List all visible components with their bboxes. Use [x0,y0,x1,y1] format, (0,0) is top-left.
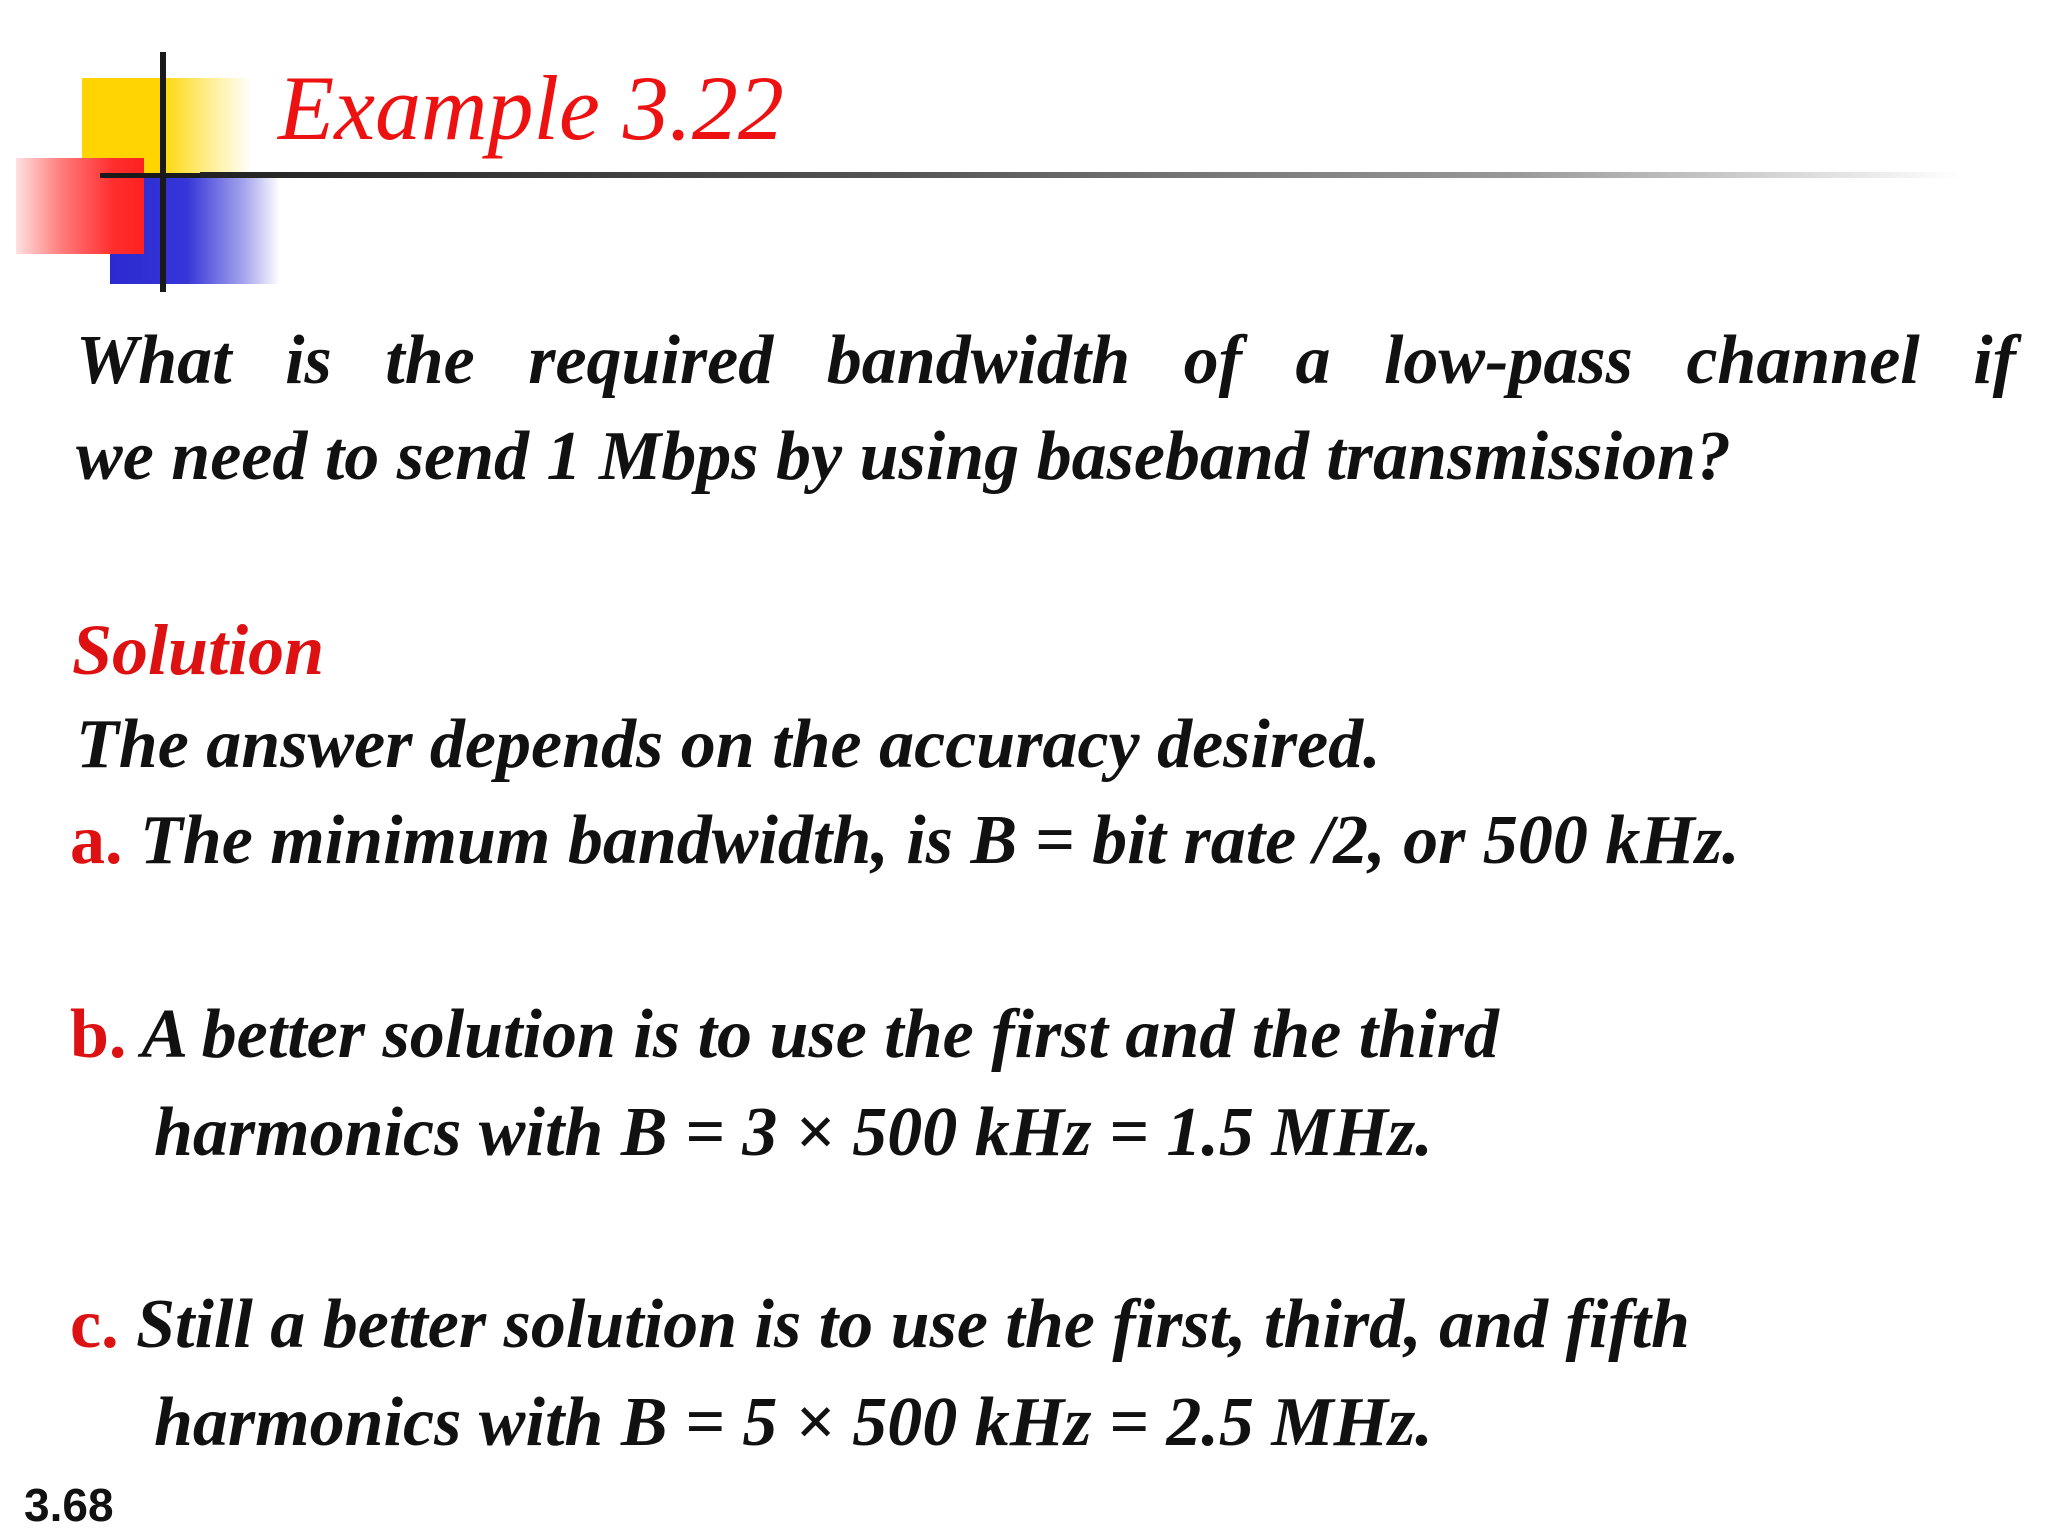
item-marker-a: a. [70,802,123,879]
short-horizontal-line-decoration [100,173,210,178]
slide-logo-decoration [0,0,300,300]
list-item-b [70,996,1499,1073]
title-underline [200,172,1960,178]
item-marker-c: c. [70,1286,119,1363]
item-c-text-line-1: Still a better solution is to use the first, third, and fifth [136,1286,1690,1363]
item-b-text-line-1: A better solution is to use the first and the third [141,996,1499,1073]
item-marker-b: b. [70,996,127,1073]
slide-title: Example 3.22 [278,57,784,159]
item-a-text: The minimum bandwidth, is B = bit rate /2, or 500 kHz. [140,802,1740,879]
solution-heading: Solution [72,610,325,690]
page-number: 3.68 [24,1479,114,1531]
vertical-line-decoration [160,52,166,292]
list-item-c [70,1286,1690,1363]
answer-intro: The answer depends on the accuracy desired. [76,706,1381,783]
item-b-text-line-2: harmonics with B = 3 × 500 kHz = 1.5 MHz. [154,1094,1433,1171]
question-line-2: we need to send 1 Mbps by using baseband transmission? [76,418,1731,495]
question-line-1: What is the required bandwidth of a low-pass channel if [76,322,2016,399]
list-item-a [70,802,1740,879]
item-c-text-line-2: harmonics with B = 5 × 500 kHz = 2.5 MHz. [154,1384,1433,1461]
